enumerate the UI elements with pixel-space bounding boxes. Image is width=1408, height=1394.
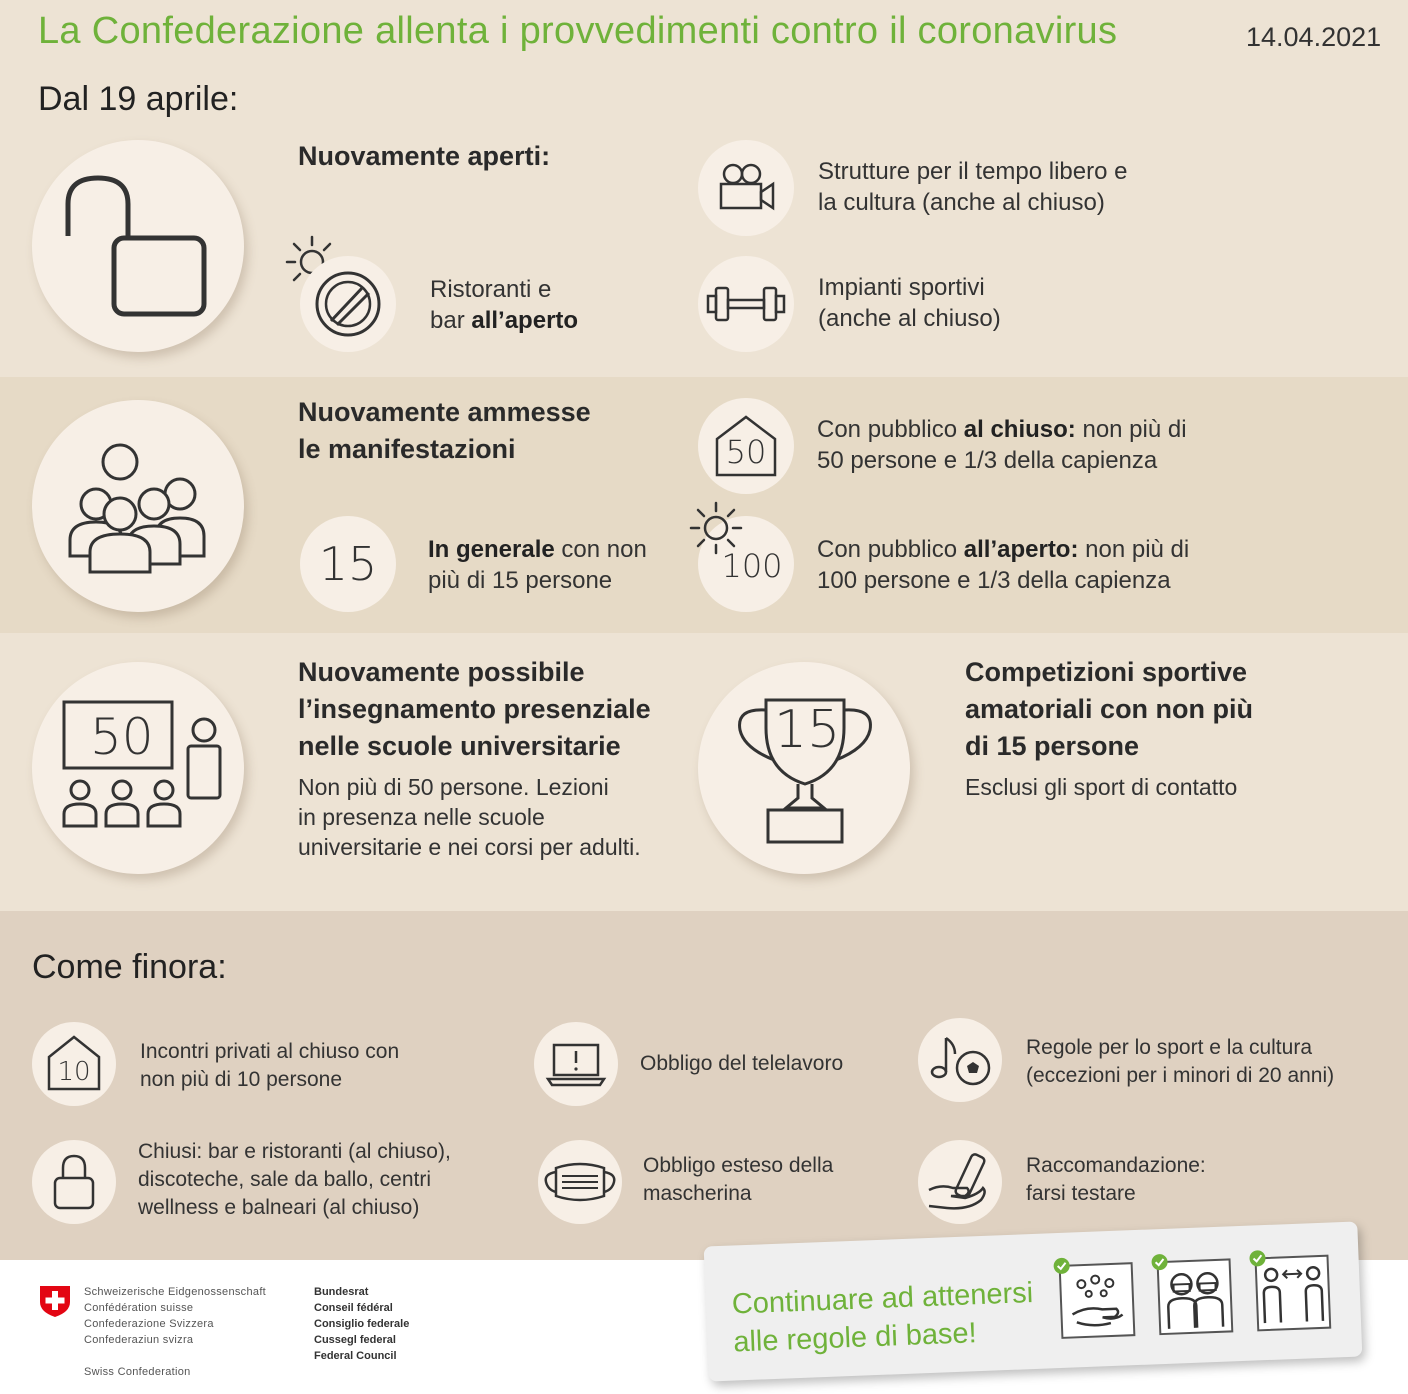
teaching-heading: Nuovamente possibile l’insegnamento presenziale nelle scuole universitarie: [298, 657, 651, 761]
publication-date: 14.04.2021: [1246, 22, 1382, 52]
classroom-icon: [32, 662, 244, 874]
teaching-subtext: Non più di 50 persone. Lezioni in presenza nelle scuole universitarie e nei corsi per adulti.: [298, 774, 641, 860]
plate-cutlery-icon: [300, 256, 396, 352]
locked-padlock-icon: [32, 1140, 116, 1224]
face-mask-icon: [538, 1140, 622, 1224]
sun-icon-outdoor: [688, 500, 744, 556]
leisure-text: Strutture per il tempo libero e la cultura (anche al chiuso): [818, 158, 1128, 216]
house-10-icon: 10: [32, 1022, 116, 1106]
competitions-subtext: Esclusi gli sport di contatto: [965, 774, 1238, 800]
music-football-icon: [918, 1018, 1002, 1102]
federal-council-names: Bundesrat Conseil fédéral Consiglio federale Cussegl federal Federal Council: [314, 1286, 410, 1362]
check-icon: [1248, 1249, 1267, 1268]
indoor-events-text: Con pubblico al chiuso: non più di 50 persone e 1/3 della capienza: [817, 416, 1187, 474]
sports-facilities-text: Impianti sportivi (anche al chiuso): [818, 274, 1001, 332]
testing-text: Raccomandazione: farsi testare: [1026, 1154, 1206, 1205]
basic-rules-card: [704, 1221, 1363, 1381]
check-icon: [1052, 1257, 1071, 1276]
section-heading-unchanged: Come finora:: [32, 948, 227, 986]
unlocked-padlock-icon: [32, 140, 244, 352]
test-swab-icon: [918, 1140, 1002, 1224]
events-heading: Nuovamente ammesse le manifestazioni: [298, 397, 591, 464]
dumbbell-icon: [698, 256, 794, 352]
telework-text: Obbligo del telelavoro: [640, 1052, 844, 1075]
outdoor-events-text: Con pubblico all’aperto: non più di 100 persone e 1/3 della capienza: [817, 536, 1190, 594]
reopened-heading: Nuovamente aperti:: [298, 141, 551, 171]
trophy-number: 15: [774, 700, 841, 760]
swiss-shield-icon: [38, 1284, 72, 1318]
video-camera-icon: [698, 140, 794, 236]
section-heading-from-date: Dal 19 aprile:: [38, 80, 239, 118]
closed-venues-text: Chiusi: bar e ristoranti (al chiuso), discoteche, sale da ballo, centri wellness e balneari (al chiuso): [138, 1140, 451, 1219]
mask-text: Obbligo esteso della mascherina: [643, 1154, 834, 1205]
board-number: 50: [90, 708, 154, 766]
basic-rules-text: Continuare ad attenersi alle regole di base!: [731, 1276, 1034, 1359]
crowd-icon: [32, 400, 244, 612]
number-15-badge: 15: [300, 516, 396, 612]
general-events-text: In generale con non più di 15 persone: [428, 536, 647, 594]
number-100-badge: 100: [698, 516, 794, 612]
confederation-names: Schweizerische Eidgenossenschaft Confédération suisse Confederazione Svizzera Confederaziun svizra Swiss Confederation: [84, 1286, 267, 1378]
competitions-heading: Competizioni sportive amatoriali con non più di 15 persone: [965, 657, 1254, 761]
laptop-icon: [534, 1022, 618, 1106]
trophy-icon: [698, 662, 910, 874]
restaurants-text: Ristoranti e bar all’aperto: [430, 276, 579, 334]
private-meetings-text: Incontri privati al chiuso con non più di 10 persone: [140, 1040, 400, 1091]
check-icon: [1150, 1253, 1169, 1272]
house-50-icon: 50: [698, 398, 794, 494]
sport-culture-rules-text: Regole per lo sport e la cultura (eccezioni per i minori di 20 anni): [1026, 1036, 1335, 1087]
page-title: La Confederazione allenta i provvedimenti contro il coronavirus: [38, 10, 1118, 52]
